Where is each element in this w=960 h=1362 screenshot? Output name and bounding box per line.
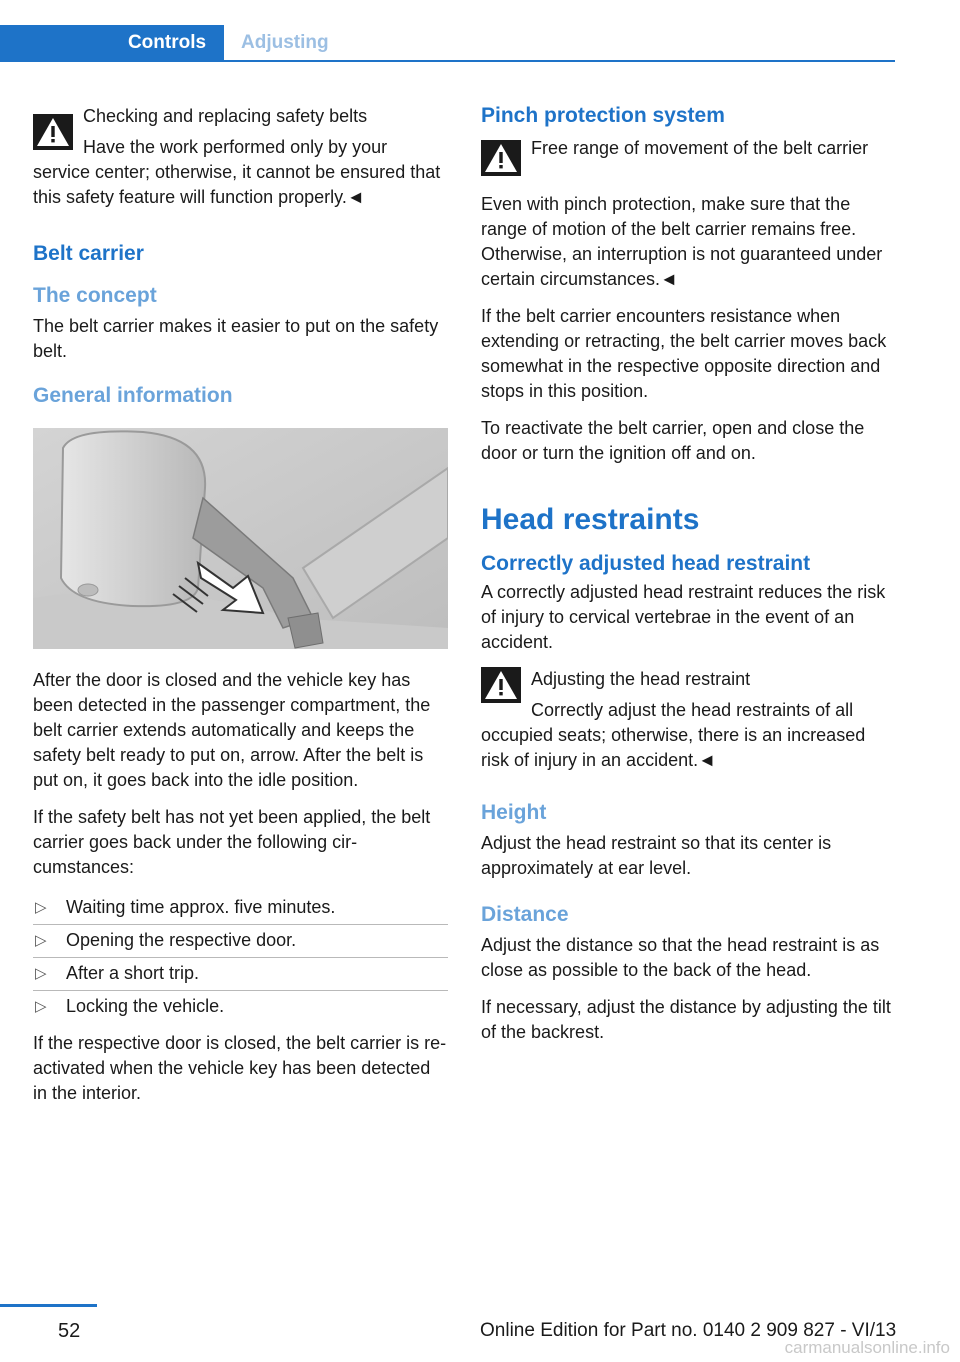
pinch-text-3: To reactivate the belt carrier, open and close the door or turn the ignition off and on.	[481, 418, 865, 463]
warning-line: Have the work performed only by your	[83, 137, 388, 157]
pinch-text-1: Even with pinch protection, make sure that the range of motion of the belt carrier remains free. Otherwise, an interruption is not guaranteed under certain circumstances.◄	[481, 194, 883, 289]
distance-text-1: Adjust the distance so that the head restraint is as close as possible to the back of the head.	[481, 935, 880, 980]
heading-pinch-protection: Pinch protection system	[481, 104, 725, 127]
list-item	[33, 991, 448, 1023]
belt-carrier-conditions-intro: If the safety belt has not yet been applied, the belt carrier goes back under the following circumstances:	[33, 807, 431, 877]
edition-info: Online Edition for Part no. 0140 2 909 827 - VI/13	[480, 1320, 897, 1341]
list-item	[33, 925, 448, 958]
tab-controls[interactable]	[0, 25, 224, 60]
warning-triangle-icon	[33, 114, 73, 150]
belt-carrier-description: After the door is closed and the vehicle key has been detected in the passenger compartment, the belt carrier extends automatically and keeps the safety belt ready to put on, arrow. After the belt is put on, it goes back into the idle position.	[33, 670, 431, 790]
triangle-bullet-icon: ▷	[35, 899, 47, 916]
warning-triangle-icon	[481, 667, 521, 703]
warning-title: Adjusting the head restraint	[531, 669, 751, 689]
list-item-text: After a short trip.	[66, 963, 200, 983]
warning-title: Checking and replacing safety belts	[83, 106, 368, 126]
list-item	[33, 958, 448, 991]
heading-belt-carrier: Belt carrier	[33, 242, 144, 265]
concept-text: The belt carrier makes it easier to put on the safety belt.	[33, 316, 439, 361]
list-item-text: Opening the respective door.	[66, 930, 297, 950]
list-item-text: Waiting time approx. five minutes.	[66, 897, 336, 917]
conditions-list	[33, 892, 448, 1023]
warning-text: service center; otherwise, it cannot be ensured that this safety feature will function properly.◄	[33, 162, 441, 207]
tab-controls-label: Controls	[127, 31, 207, 53]
warning-line: Correctly adjust the head restraints of all	[531, 700, 854, 720]
heading-head-restraints: Head restraints	[481, 503, 700, 536]
heading-the-concept: The concept	[33, 284, 157, 307]
warning-triangle-icon	[481, 140, 521, 176]
distance-text-2: If necessary, adjust the distance by adjusting the tilt of the backrest.	[481, 997, 891, 1042]
right-column	[481, 100, 896, 1057]
list-item	[33, 892, 448, 925]
reactivation-text: If the respective door is closed, the belt carrier is re-activated when the vehicle key has been detected in the interior.	[33, 1033, 447, 1103]
correct-text: A correctly adjusted head restraint reduces the risk of injury to cervical vertebrae in the event of an accident.	[481, 582, 886, 652]
header-tabs	[0, 0, 895, 62]
triangle-bullet-icon: ▷	[35, 932, 47, 949]
warning-title: Free range of movement of the belt carrier	[531, 138, 869, 158]
page-number: 52	[58, 1320, 81, 1342]
list-item-text: Locking the vehicle.	[66, 996, 225, 1016]
triangle-bullet-icon: ▷	[35, 965, 47, 982]
warning-safety-belts	[33, 104, 448, 210]
heading-correctly-adjusted: Correctly adjusted head restraint	[481, 552, 811, 575]
heading-distance: Distance	[481, 903, 569, 926]
warning-adjusting-head-restraint	[481, 667, 896, 773]
footer-rule	[0, 1304, 97, 1307]
heading-height: Height	[481, 801, 547, 824]
header-rule	[0, 60, 895, 62]
height-text: Adjust the head restraint so that its center is approximately at ear level.	[481, 833, 832, 878]
warning-text: occupied seats; otherwise, there is an increased risk of injury in an accident.◄	[481, 725, 866, 770]
heading-general-information: General information	[33, 384, 233, 407]
left-column	[33, 100, 448, 1118]
warning-belt-carrier-range	[481, 136, 896, 180]
tab-adjusting[interactable]: Adjusting	[241, 31, 329, 53]
pinch-text-2: If the belt carrier encounters resistance when extending or retracting, the belt carrier moves back somewhat in the respective opposite direction and stops in this position.	[481, 306, 887, 401]
triangle-bullet-icon: ▷	[35, 998, 47, 1015]
watermark: carmanualsonline.info	[784, 1338, 950, 1357]
belt-carrier-illustration	[33, 428, 448, 649]
